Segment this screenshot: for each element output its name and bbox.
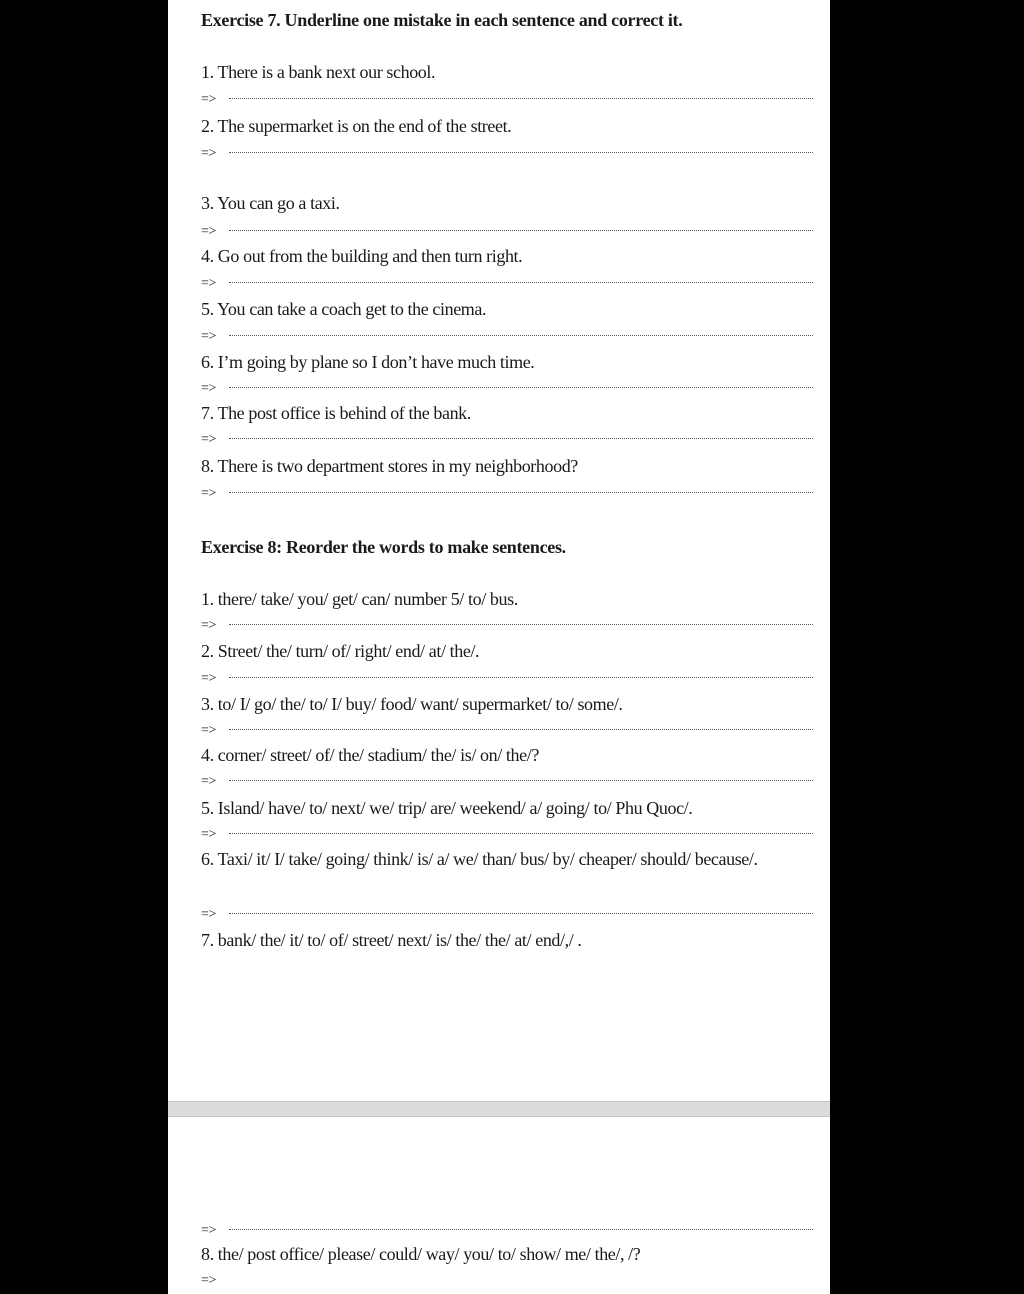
answer-line[interactable]: [201, 326, 813, 348]
answer-arrow: =>: [201, 276, 216, 291]
answer-arrow: =>: [201, 1273, 216, 1288]
dotted-answer-blank[interactable]: [229, 438, 813, 439]
dotted-answer-blank[interactable]: [229, 230, 813, 231]
exercise-8-item-4: 4. corner/ street/ of/ the/ stadium/ the/ is/ on/ the/?: [201, 745, 539, 765]
exercise-7-item-4: 4. Go out from the building and then turn right.: [201, 246, 523, 266]
answer-arrow: =>: [201, 1223, 216, 1238]
answer-line[interactable]: [201, 221, 813, 243]
exercise-8-item-2: 2. Street/ the/ turn/ of/ right/ end/ at/ the/.: [201, 641, 480, 661]
answer-arrow: =>: [201, 329, 216, 344]
dotted-answer-blank[interactable]: [229, 387, 813, 388]
dotted-answer-blank[interactable]: [229, 780, 813, 781]
answer-arrow: =>: [201, 827, 216, 842]
exercise-7-item-7: 7. The post office is behind of the bank.: [201, 403, 471, 423]
answer-arrow: =>: [201, 774, 216, 789]
dotted-answer-blank[interactable]: [229, 1229, 813, 1230]
exercise-8-item-7: 7. bank/ the/ it/ to/ of/ street/ next/ is/ the/ the/ at/ end/,/ .: [201, 930, 582, 950]
dotted-answer-blank[interactable]: [229, 152, 813, 153]
answer-arrow: =>: [201, 432, 216, 447]
dotted-answer-blank[interactable]: [229, 729, 813, 730]
answer-line[interactable]: [201, 273, 813, 295]
answer-line[interactable]: [201, 143, 813, 165]
answer-line-partial[interactable]: [201, 1270, 813, 1292]
dotted-answer-blank[interactable]: [229, 335, 813, 336]
answer-arrow: =>: [201, 723, 216, 738]
exercise-7-item-1: 1. There is a bank next our school.: [201, 62, 436, 82]
dotted-answer-blank[interactable]: [229, 913, 813, 914]
exercise-8-item-1: 1. there/ take/ you/ get/ can/ number 5/ to/ bus.: [201, 589, 518, 609]
answer-line[interactable]: [201, 720, 813, 742]
dotted-answer-blank[interactable]: [229, 677, 813, 678]
exercise-8-item-6: 6. Taxi/ it/ I/ take/ going/ think/ is/ a/ we/ than/ bus/ by/ cheaper/ should/ because/.: [201, 849, 758, 869]
answer-arrow: =>: [201, 92, 216, 107]
answer-arrow: =>: [201, 146, 216, 161]
answer-arrow: =>: [201, 381, 216, 396]
answer-arrow: =>: [201, 907, 216, 922]
exercise-7-item-6: 6. I’m going by plane so I don’t have much time.: [201, 352, 535, 372]
dotted-answer-blank[interactable]: [229, 833, 813, 834]
answer-line[interactable]: [201, 824, 813, 846]
exercise-7-item-2: 2. The supermarket is on the end of the street.: [201, 116, 512, 136]
exercise-7-item-5: 5. You can take a coach get to the cinema.: [201, 299, 487, 319]
answer-line[interactable]: [201, 89, 813, 111]
answer-arrow: =>: [201, 486, 216, 501]
answer-arrow: =>: [201, 618, 216, 633]
answer-line[interactable]: [201, 771, 813, 793]
document-page-2: [168, 1117, 830, 1294]
answer-line[interactable]: [201, 378, 813, 400]
exercise-8-heading: Exercise 8: Reorder the words to make sentences.: [201, 537, 566, 557]
exercise-8-item-5: 5. Island/ have/ to/ next/ we/ trip/ are/ weekend/ a/ going/ to/ Phu Quoc/.: [201, 798, 693, 818]
exercise-7-item-8: 8. There is two department stores in my neighborhood?: [201, 456, 578, 476]
answer-arrow: =>: [201, 671, 216, 686]
answer-line[interactable]: [201, 429, 813, 451]
exercise-7-heading: Exercise 7. Underline one mistake in each sentence and correct it.: [201, 10, 683, 30]
dotted-answer-blank[interactable]: [229, 492, 813, 493]
exercise-8-item-8: 8. the/ post office/ please/ could/ way/ you/ to/ show/ me/ the/, /?: [201, 1244, 641, 1264]
exercise-7-item-3: 3. You can go a taxi.: [201, 193, 340, 213]
answer-line[interactable]: [201, 668, 813, 690]
page-break: [168, 1101, 830, 1117]
dotted-answer-blank[interactable]: [229, 624, 813, 625]
answer-arrow: =>: [201, 224, 216, 239]
answer-line[interactable]: [201, 1220, 813, 1242]
dotted-answer-blank[interactable]: [229, 282, 813, 283]
answer-line[interactable]: [201, 483, 813, 505]
exercise-8-item-3: 3. to/ I/ go/ the/ to/ I/ buy/ food/ want/ supermarket/ to/ some/.: [201, 694, 623, 714]
answer-line[interactable]: [201, 615, 813, 637]
answer-line[interactable]: [201, 904, 813, 926]
dotted-answer-blank[interactable]: [229, 98, 813, 99]
